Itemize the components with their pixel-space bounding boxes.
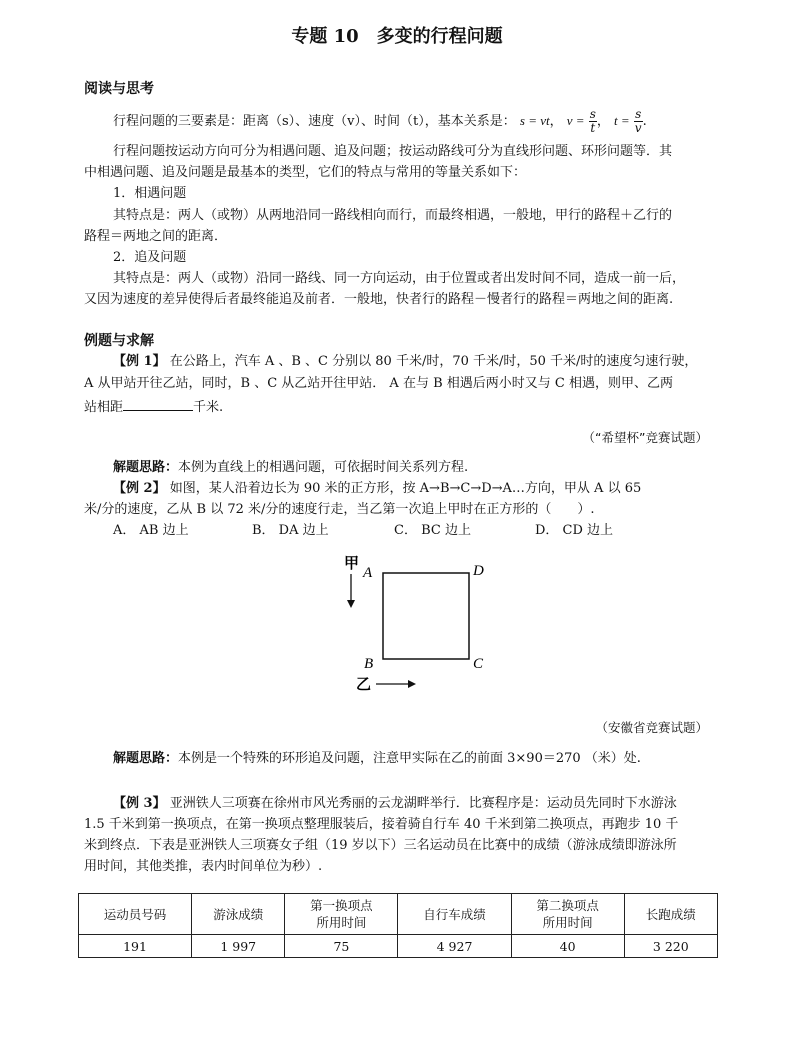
- table-cell: 75: [285, 935, 398, 958]
- header-line: 游泳成绩: [213, 906, 264, 922]
- example-2-text: 如图，某人沿着边长为 90 米的正方形，按 A→B→C→D→A…方向，甲从 A 以 65: [169, 481, 642, 496]
- page-title: 专题 10 多变的行程问题: [291, 26, 503, 47]
- table-header-cell: [624, 894, 717, 935]
- paragraph-line: 其特点是：两人（或物）从两地沿同一路线相向而行，而最终相遇，一般地，甲行的路程＋乙行的: [113, 208, 673, 223]
- source-note: （“希望杯”竞赛试题）: [582, 430, 708, 445]
- fraction-s-over-v: [634, 108, 643, 135]
- list-item-meeting: 1．相遇问题: [113, 186, 187, 201]
- table-cell: 191: [79, 935, 192, 958]
- example-3-line: 米到终点．下表是亚洲铁人三项赛女子组（19 岁以下）三名运动员在比赛中的成绩（游泳成绩即游泳所: [84, 838, 677, 853]
- table-cell: 4 927: [398, 935, 511, 958]
- fraction-numerator: s: [635, 107, 642, 121]
- paragraph-line: 又因为速度的差异使得后者最终能追及前者．一般地，快者行的路程－慢者行的路程＝两地之间的距离.: [84, 292, 674, 307]
- header-line: 第一换项点: [310, 898, 373, 913]
- section-heading-reading: 阅读与思考: [84, 81, 154, 97]
- header-line: 第二换项点: [536, 898, 599, 913]
- header-line: 运动员号码: [103, 906, 167, 922]
- option-a[interactable]: A． AB 边上: [113, 523, 189, 538]
- paragraph-line: 行程问题按运动方向可分为相遇问题、追及问题；按运动路线可分为直线形问题、环形问题等．其: [113, 144, 673, 159]
- paragraph-line: 路程＝两地之间的距离．: [84, 229, 228, 244]
- example-1-line: [84, 396, 223, 418]
- arrow-right-head-icon: [408, 680, 416, 688]
- header-line: 长跑成绩: [645, 906, 696, 922]
- table-header-row: [79, 894, 718, 935]
- example-3-line: 1.5 千米到第一换项点，在第一换项点整理服装后，接着骑自行车 40 千米到第二换项点，再跑步 10 千: [84, 817, 679, 832]
- table-cell: 1 997: [192, 935, 285, 958]
- square-shape: [383, 573, 469, 659]
- section-heading-examples: 例题与求解: [84, 333, 154, 349]
- vertex-b: B: [364, 656, 374, 672]
- table-row: [79, 935, 718, 958]
- header-line: 自行车成绩: [423, 906, 486, 922]
- arrow-down-head-icon: [347, 600, 355, 608]
- header-line: 所用时间: [316, 915, 367, 930]
- example-1-line: A 从甲站开往乙站，同时，B 、C 从乙站开往甲站． A 在与 B 相遇后两小时又与 C 相遇，则甲、乙两: [84, 376, 673, 391]
- table-header-cell: [511, 894, 624, 935]
- hint-line: [113, 749, 641, 769]
- option-d[interactable]: D． CD 边上: [535, 523, 614, 538]
- vertex-d: D: [473, 563, 484, 579]
- table-cell: 40: [511, 935, 624, 958]
- formula-s-vt: s = vt: [519, 113, 550, 128]
- hint-line: [113, 458, 468, 478]
- source-note: （安徽省竞赛试题）: [595, 720, 708, 735]
- table-header-cell: [192, 894, 285, 935]
- vertex-a: A: [363, 565, 373, 581]
- label-jia: 甲: [344, 554, 360, 572]
- square-figure: [330, 548, 510, 698]
- example-1-label: 【例 1】: [113, 354, 166, 369]
- hint-text: 本例是一个特殊的环形追及问题，注意甲实际在乙的前面 3×90＝270 （米）处.: [178, 751, 641, 766]
- fraction-denominator: t: [590, 121, 596, 135]
- example-2-line: 米/分的速度，乙从 B 以 72 米/分的速度行走，当乙第一次追上甲时在正方形的（ ）.: [84, 502, 595, 517]
- hint-label: 解题思路：: [113, 460, 179, 475]
- option-b[interactable]: B． DA 边上: [252, 523, 329, 538]
- example-1-text: 在公路上，汽车 A 、B 、C 分别以 80 千米/时，70 千米/时，50 千米/时的速度匀速行驶，: [169, 354, 698, 369]
- fraction-s-over-t: [589, 108, 597, 135]
- table-cell: 3 220: [624, 935, 717, 958]
- intro-text: 行程问题的三要素是：距离（s）、速度（v）、时间（t），基本关系是：: [113, 114, 516, 129]
- formula-t-lhs: t =: [614, 113, 630, 128]
- example-3-line: 用时间，其他类推，表内时间单位为秒）.: [84, 859, 323, 874]
- results-table: [78, 893, 718, 958]
- paragraph-line: 中相遇问题、追及问题是最基本的类型，它们的特点与常用的等量关系如下：: [84, 165, 527, 180]
- example-3-label: 【例 3】: [113, 796, 166, 811]
- hint-label: 解题思路：: [113, 751, 179, 766]
- intro-line: 行程问题的三要素是：距离（s）、速度（v）、时间（t），基本关系是： s = vt， v = $\frac{s}{t}$ ， t = $\frac{s}{v}$ .: [113, 107, 647, 135]
- table-header-cell: [285, 894, 398, 935]
- vertex-c: C: [473, 656, 484, 672]
- table-header-cell: [79, 894, 192, 935]
- label-yi: 乙: [356, 675, 372, 693]
- list-item-chase: 2．追及问题: [113, 250, 187, 265]
- formula-v-lhs: v =: [566, 113, 585, 128]
- example-1-line: [113, 352, 697, 372]
- example-1-text: 千米.: [193, 400, 224, 415]
- example-2-line: [113, 479, 641, 499]
- answer-blank[interactable]: [123, 396, 193, 411]
- example-2-label: 【例 2】: [113, 481, 166, 496]
- fraction-denominator: v: [634, 121, 642, 135]
- header-line: 所用时间: [542, 915, 593, 930]
- example-1-text: 站相距: [84, 400, 124, 415]
- paragraph-line: 其特点是：两人（或物）沿同一路线、同一方向运动，由于位置或者出发时间不同，造成一前一后，: [113, 271, 686, 286]
- fraction-numerator: s: [589, 107, 596, 121]
- example-3-line: [113, 794, 677, 814]
- example-3-text: 亚洲铁人三项赛在徐州市风光秀丽的云龙湖畔举行．比赛程序是：运动员先同时下水游泳: [169, 796, 677, 811]
- hint-text: 本例为直线上的相遇问题，可依据时间关系列方程.: [178, 460, 469, 475]
- option-c[interactable]: C． BC 边上: [394, 523, 471, 538]
- table-header-cell: [398, 894, 511, 935]
